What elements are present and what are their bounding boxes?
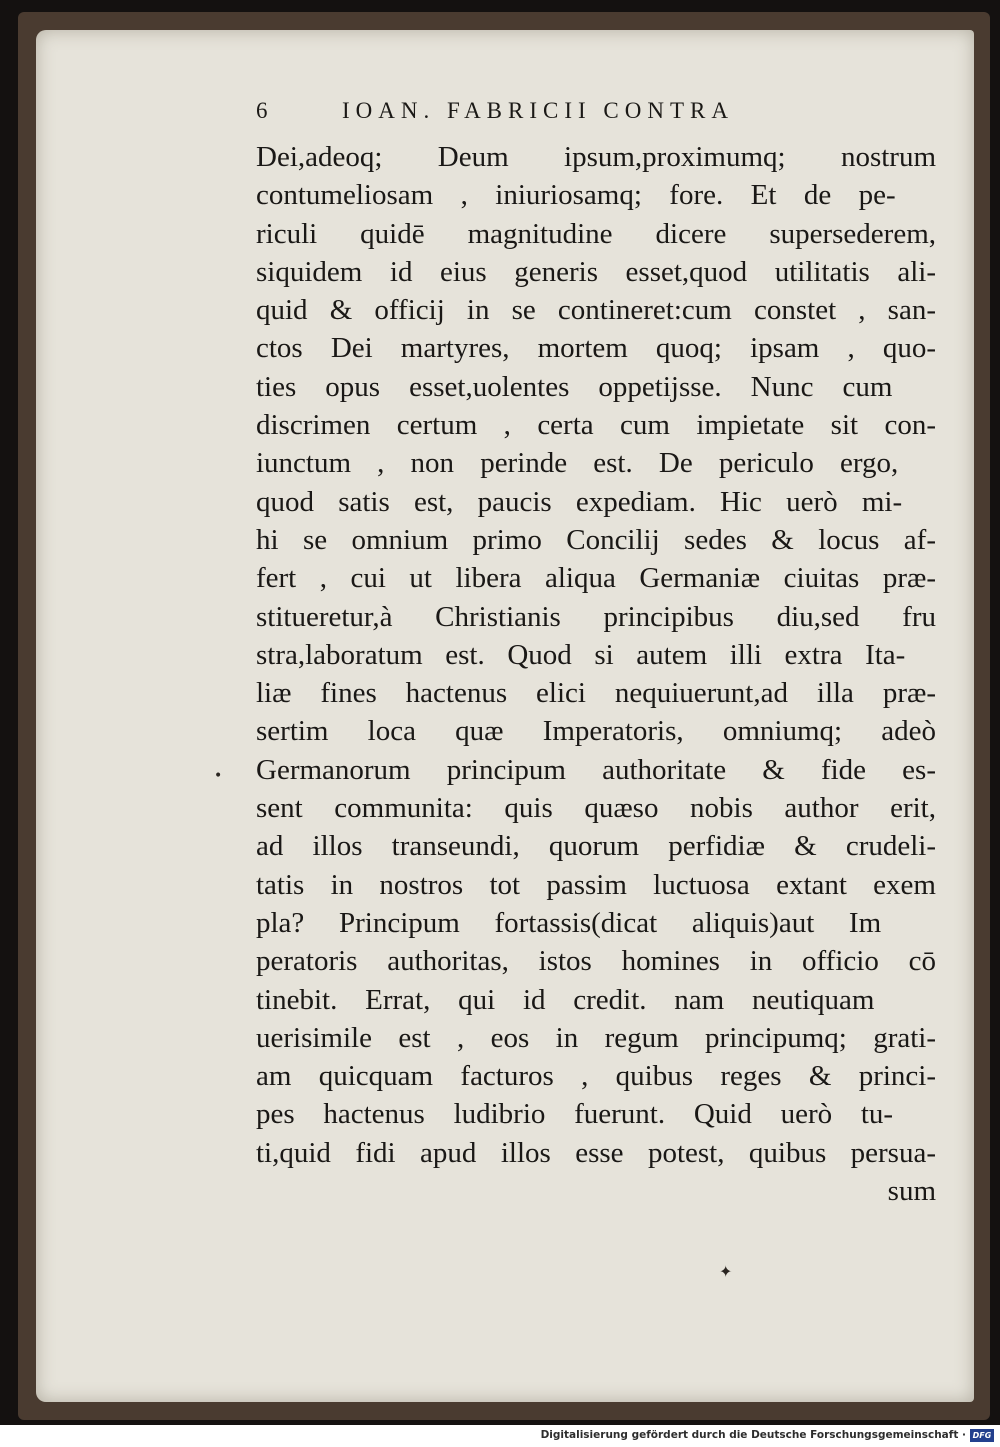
text-line: ties opus esset,uolentes oppetijsse. Nunc cum [256,370,893,403]
text-line: Dei,adeoq; Deum ipsum,proximumq; nostrum [256,141,936,173]
margin-mark: • [214,768,223,784]
text-line: quid & officij in se contineret:cum constet , san- [256,294,936,327]
ornament-icon: ✦ [719,1262,733,1281]
footer-bar [0,1425,1000,1447]
text-line: contumeliosam , iniuriosamq; fore. Et de pe- [256,179,896,212]
text-line: ad illos transeundi, quorum perfidiæ & crudeli- [256,830,936,863]
catchword: sum [887,1175,936,1208]
page-number: 6 [256,98,274,123]
body-text [256,138,936,1210]
text-line: tinebit. Errat, qui id credit. nam neutiquam [256,983,875,1016]
text-line: liæ fines hactenus elici nequiuerunt,ad illa præ- [256,677,936,710]
text-line: iunctum , non perinde est. De periculo ergo, [256,447,899,480]
text-line: sertim loca quæ Imperatoris, omniumq; adeò [256,715,936,748]
text-line: stra,laboratum est. Quod si autem illi extra Ita- [256,638,906,671]
text-line: ctos Dei martyres, mortem quoq; ipsam , quo- [256,332,936,365]
text-line: pla? Principum fortassis(dicat aliquis)aut Im [256,906,882,939]
text-line: tatis in nostros tot passim luctuosa extant exem [256,868,936,901]
text-line: fert , cui ut libera aliqua Germaniæ ciuitas præ- [256,562,936,595]
text-line: sent communita: quis quæso nobis author erit, [256,792,936,825]
text-line: Germanorum principum authoritate & fide es- [256,753,936,786]
text-line: stitueretur,à Christianis principibus diu,sed fru [256,600,936,633]
dfg-logo: DFG [970,1429,994,1442]
text-line: ti,quid fidi apud illos esse potest, quibus persua- [256,1136,936,1169]
text-line: peratoris authoritas, istos homines in officio cō [256,945,936,978]
text-line: am quicquam facturos , quibus reges & princi- [256,1060,936,1093]
running-head [256,98,856,132]
text-line: hi se omnium primo Concilij sedes & locus af- [256,523,936,556]
text-line: uerisimile est , eos in regum principumq; grati- [256,1021,936,1054]
text-line: quod satis est, paucis expediam. Hic uerò mi- [256,485,903,518]
digitization-credit: Digitalisierung gefördert durch die Deutsche Forschungsgemeinschaft · [540,1429,966,1441]
text-line: siquidem id eius generis esset,quod utilitatis ali- [256,255,936,288]
running-title: IOAN. FABRICII CONTRA [342,98,734,123]
text-line: pes hactenus ludibrio fuerunt. Quid uerò tu- [256,1098,894,1131]
text-line: riculi quidē magnitudine dicere supersederem, [256,217,936,250]
text-line: discrimen certum , certa cum impietate sit con- [256,409,936,442]
